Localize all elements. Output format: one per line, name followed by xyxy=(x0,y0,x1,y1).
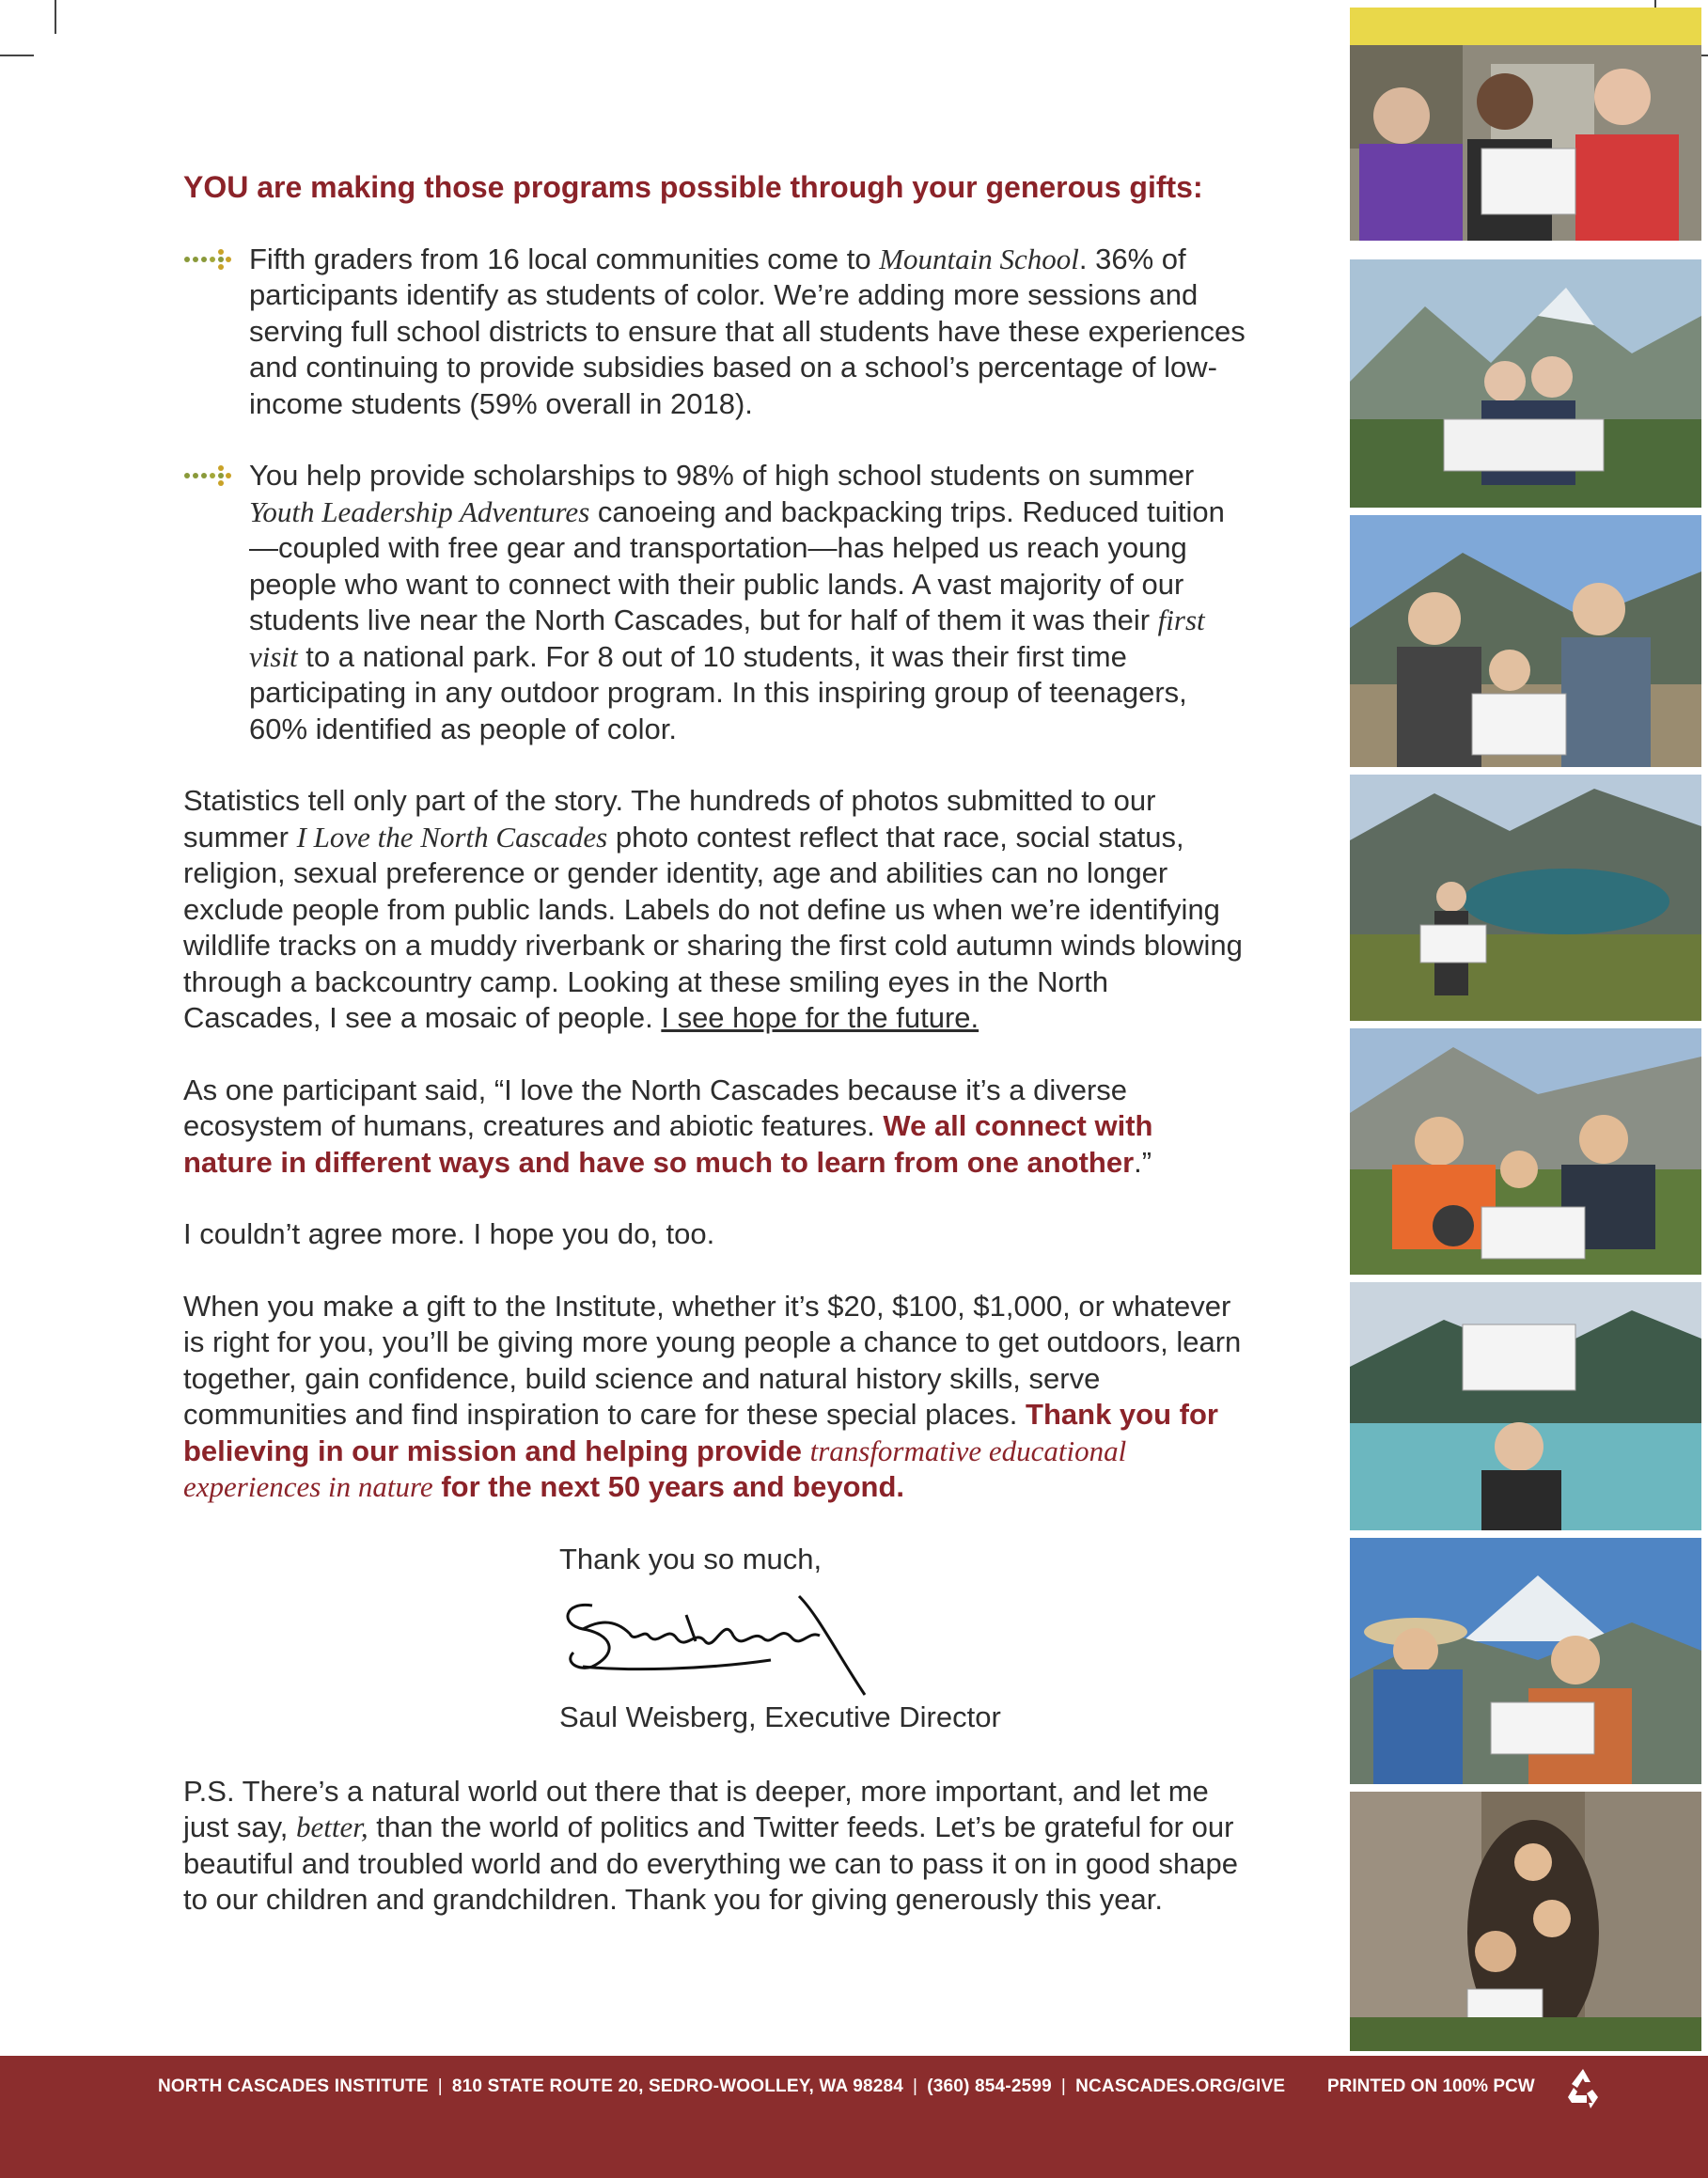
photo-lake-sign-raised xyxy=(1350,1282,1701,1530)
postscript xyxy=(183,1774,1246,1919)
paragraph-stats xyxy=(183,783,1246,1037)
signature-icon xyxy=(555,1577,893,1700)
bullet-italic: Youth Leadership Adventures xyxy=(249,494,590,528)
bullet-italic: first visit xyxy=(249,603,1205,673)
bullet-text: . 36% of participants identify as students of color. We’re adding more sessions and serving full school districts to ensure that all students have these experiences and continuing to provide subsidies based on a school’s percentage of low-income students (59% overall in 2018). xyxy=(249,242,1246,420)
recycle-icon xyxy=(1560,2065,1606,2110)
footer-separator: | xyxy=(913,2076,918,2096)
bullet-text: You help provide scholarships to 98% of high school students on summer xyxy=(249,459,1195,492)
para-text: .” xyxy=(1134,1145,1152,1179)
bullet-italic: Mountain School xyxy=(879,242,1079,275)
para-highlight: for the next 50 years and beyond. xyxy=(432,1470,905,1503)
photo-mountain-lake xyxy=(1350,259,1701,508)
photo-alpine-lake xyxy=(1350,775,1701,1021)
paragraph-agree: I couldn’t agree more. I hope you do, too. xyxy=(183,1217,715,1250)
para-text: than the world of politics and Twitter feeds. Let’s be grateful for our beautiful and troubled world and do everything we can to pass it on in good shape to our children and grandchildren. Thank you for giving generously this year. xyxy=(183,1810,1238,1916)
footer-contact xyxy=(158,2076,1285,2097)
bullet-text: Fifth graders from 16 local communities come to xyxy=(249,242,880,275)
para-highlight: Thank you for believing in our mission and helping provide xyxy=(183,1398,1218,1467)
photo-family-dog xyxy=(1350,1028,1701,1275)
photo-column xyxy=(1350,8,1701,2051)
para-text: P.S. There’s a natural world out there that is deeper, more important, and let me just say, xyxy=(183,1774,1209,1843)
signoff: Thank you so much, xyxy=(559,1542,823,1575)
bullet-text: to a national park. For 8 out of 10 students, it was their first time participating in any outdoor program. In this inspiring group of teenagers, 60% identified as people of color. xyxy=(249,639,1187,745)
photo-mountain-pair xyxy=(1350,1538,1701,1784)
para-text: When you make a gift to the Institute, whether it’s $20, $100, $1,000, or whatever is right for you, you’ll be giving more young people a chance to get outdoors, learn together, gain confidence, build science and natural history skills, serve communities and find inspiration to care for these special places. xyxy=(183,1289,1242,1431)
para-italic: better, xyxy=(296,1810,368,1843)
footer-separator: | xyxy=(437,2076,443,2096)
photo-kids-sign xyxy=(1350,8,1701,241)
footer-separator: | xyxy=(1060,2076,1067,2096)
crop-mark xyxy=(55,0,56,34)
bullet-item xyxy=(183,242,1246,423)
crop-mark xyxy=(0,55,34,56)
footer-org: NORTH CASCADES INSTITUTE xyxy=(158,2076,429,2096)
paragraph-quote xyxy=(183,1073,1246,1182)
paragraph-gift xyxy=(183,1289,1246,1506)
letter-body xyxy=(183,169,1246,1954)
photo-family-trail xyxy=(1350,515,1701,767)
footer-address: 810 STATE ROUTE 20, SEDRO-WOOLLEY, WA 98284 xyxy=(451,2076,904,2096)
para-italic: I Love the North Cascades xyxy=(296,820,608,854)
para-text: photo contest reflect that race, social status, religion, sexual preference or gender identity, age and abilities can no longer exclude people from public lands. Labels do not define us when we’re identifying wildlife tracks on a muddy riverbank or sharing the first cold autumn winds blowing through a backcountry camp. Looking at these smiling eyes in the North Cascades, I see a mosaic of people. xyxy=(183,820,1243,1034)
para-highlight-italic: transformative educational experiences in nature xyxy=(183,1434,1127,1503)
photo-tree-trunk xyxy=(1350,1792,1701,2051)
headline: YOU are making those programs possible through your generous gifts: xyxy=(183,170,1203,204)
signature-name: Saul Weisberg, Executive Director xyxy=(559,1700,1001,1733)
para-text: As one participant said, “I love the North Cascades because it’s a diverse ecosystem of humans, creatures and abiotic features. xyxy=(183,1073,1128,1142)
footer-printed: PRINTED ON 100% PCW xyxy=(1327,2076,1535,2096)
footer-bar xyxy=(0,2056,1708,2178)
para-underline: I see hope for the future. xyxy=(661,1001,979,1034)
bullet-item xyxy=(183,458,1246,747)
para-text: Statistics tell only part of the story. The hundreds of photos submitted to our summer xyxy=(183,784,1156,854)
footer-phone: (360) 854-2599 xyxy=(927,2076,1052,2096)
bullet-dots-icon xyxy=(183,464,236,487)
bullet-dots-icon xyxy=(183,248,236,271)
para-highlight: We all connect with nature in different ways and have so much to learn from one another xyxy=(183,1109,1153,1179)
bullet-text: canoeing and backpacking trips. Reduced tuition—coupled with free gear and transportation—has helped us reach young people who want to connect with their public lands. A vast majority of our students live near the North Cascades, but for half of them it was their xyxy=(249,494,1225,636)
footer-web[interactable]: NCASCADES.ORG/GIVE xyxy=(1075,2076,1286,2096)
